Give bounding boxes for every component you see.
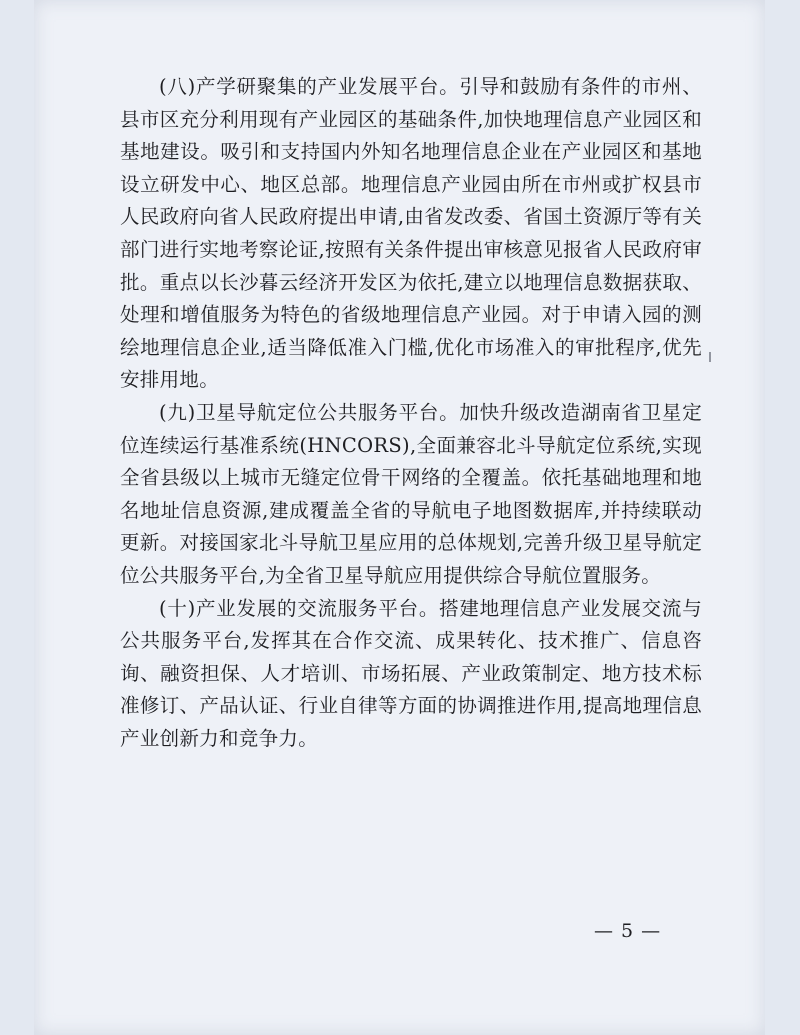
paragraph-9: (九)卫星导航定位公共服务平台。加快升级改造湖南省卫星定位连续运行基准系统(HNCORS),全面兼容北斗导航定位系统,实现全省县级以上城市无缝定位骨干网络的全覆盖。依托基础地理和地名地址信息资源,建成覆盖全省的导航电子地图数据库,并持续联动更新。对接国家北斗导航卫星应用的总体规划,完善升级卫星导航定位公共服务平台,为全省卫星导航应用提供综合导航位置服务。: [120, 400, 702, 587]
paragraph-8: (八)产学研聚集的产业发展平台。引导和鼓励有条件的市州、县市区充分利用现有产业园区的基础条件,加快地理信息产业园区和基地建设。吸引和支持国内外知名地理信息企业在产业园区和基地设立研发中心、地区总部。地理信息产业园由所在市州或扩权县市人民政府向省人民政府提出申请,由省发改委、省国土资源厅等有关部门进行实地考察论证,按照有关条件提出审核意见报省人民政府审批。重点以长沙暮云经济开发区为依托,建立以地理信息数据获取、处理和增值服务为特色的省级地理信息产业园。对于申请入园的测绘地理信息企业,适当降低准入门槛,优化市场准入的审批程序,优先安排用地。: [120, 75, 702, 392]
paragraph-10: (十)产业发展的交流服务平台。搭建地理信息产业发展交流与公共服务平台,发挥其在合作交流、成果转化、技术推广、信息咨询、融资担保、人才培训、市场拓展、产业政策制定、地方技术标准修订、产品认证、行业自律等方面的协调推进作用,提高地理信息产业创新力和竞争力。: [120, 596, 702, 750]
document-page: [34, 0, 765, 1035]
scan-mark: [709, 352, 711, 362]
body-text: [120, 71, 702, 755]
page-number: — 5 —: [594, 920, 662, 942]
